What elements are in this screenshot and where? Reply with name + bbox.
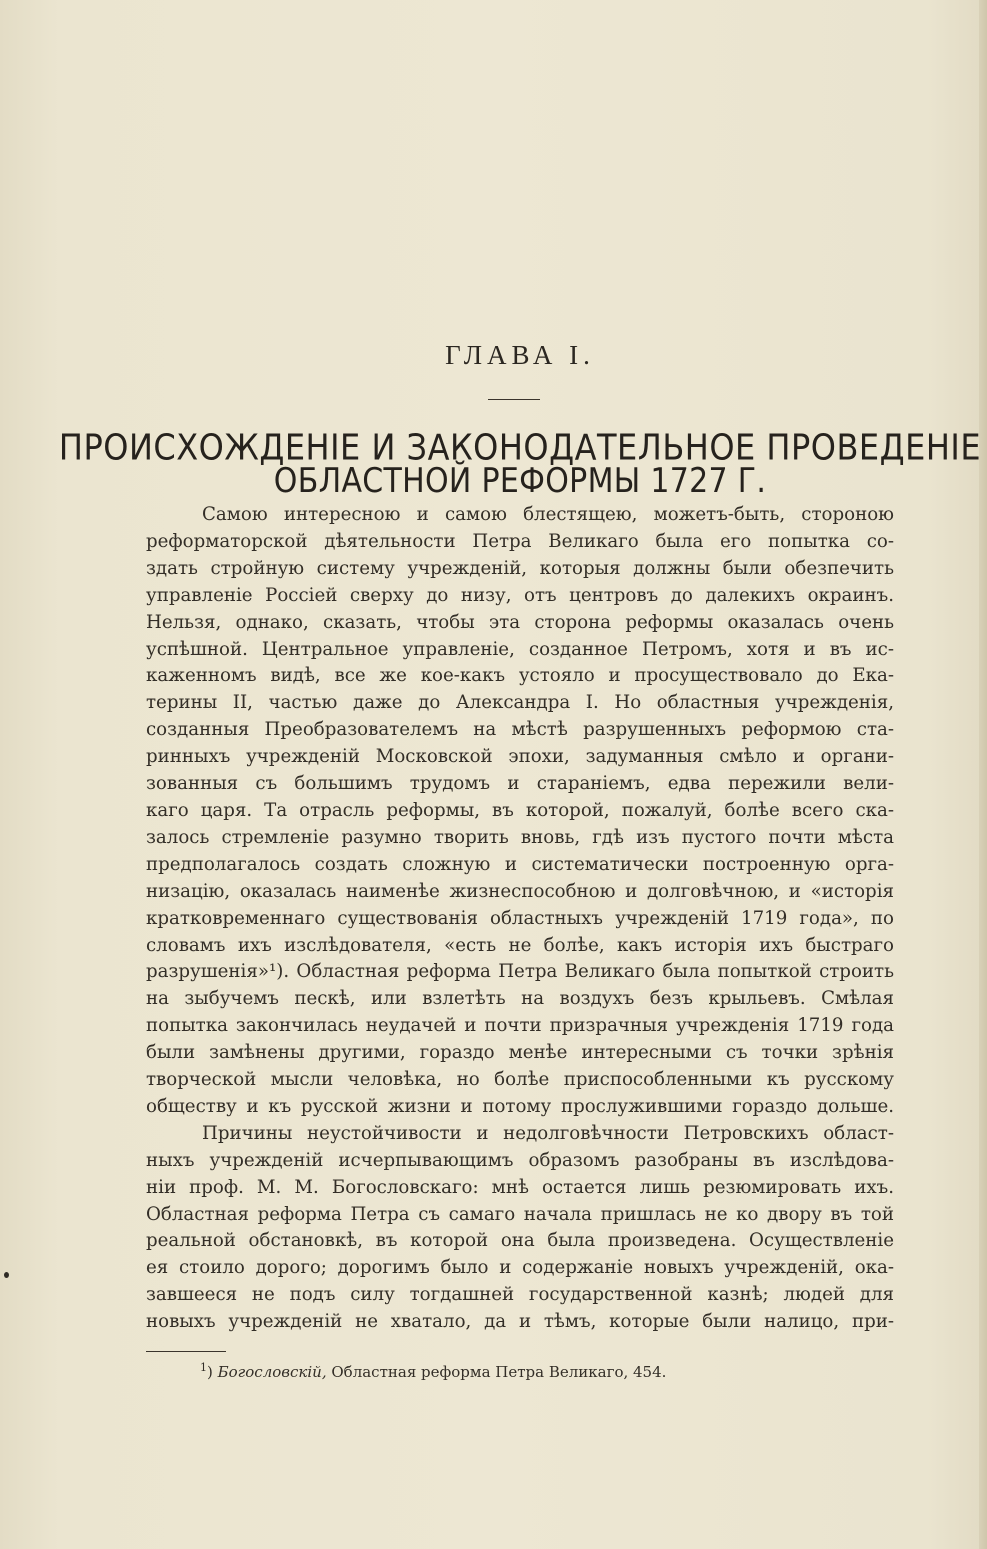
- text-line: предполагалось создать сложную и систематически построенную орга-: [146, 853, 894, 875]
- page-edge-shadow: [979, 0, 987, 1549]
- text-line: управленіе Россіей сверху до низу, отъ центровъ до далекихъ окраинъ.: [146, 584, 894, 606]
- text-line: реальной обстановкѣ, въ которой она была произведена. Осуществленіе: [146, 1230, 894, 1252]
- footnote-text: Областная реформа Петра Великаго, 454.: [331, 1363, 667, 1381]
- text-line: каженномъ видѣ, все же кое-какъ устояло и просуществовало до Ека-: [146, 665, 894, 687]
- paragraph-1: [146, 502, 894, 1121]
- text-line: каго царя. Та отрасль реформы, въ которой, пожалуй, болѣе всего ска-: [146, 799, 894, 821]
- text-line: ея стоило дорого; дорогимъ было и содержаніе новыхъ учрежденій, ока-: [146, 1257, 894, 1279]
- text-line: ніи проф. М. М. Богословскаго: мнѣ остается лишь резюмировать ихъ.: [146, 1176, 894, 1198]
- text-line: успѣшной. Центральное управленіе, созданное Петромъ, хотя и въ ис-: [146, 638, 894, 660]
- text-line: попытка закончилась неудачей и почти призрачныя учрежденія 1719 года: [146, 1015, 894, 1037]
- chapter-label: ГЛАВА I.: [445, 340, 595, 370]
- text-line: залось стремленіе разумно творить вновь, гдѣ изъ пустого почти мѣста: [146, 826, 894, 848]
- footnote-divider: [146, 1351, 226, 1352]
- text-line: зованныя съ большимъ трудомъ и стараніемъ, едва пережили вели-: [146, 773, 894, 795]
- text-line: Областная реформа Петра съ самаго начала пришлась не ко двору въ той: [146, 1203, 894, 1225]
- text-line: ринныхъ учрежденій Московской эпохи, задуманныя смѣло и органи-: [146, 746, 894, 768]
- text-line: Нельзя, однако, сказать, чтобы эта сторона реформы оказалась очень: [146, 611, 894, 633]
- paragraph-2: [146, 1121, 894, 1336]
- footnote-marker: 1: [200, 1361, 207, 1374]
- chapter-heading-line-2: ОБЛАСТНОЙ РЕФОРМЫ 1727 Г.: [273, 462, 767, 502]
- text-line: завшееся не подъ силу тогдашней государственной казнѣ; людей для: [146, 1284, 894, 1306]
- footnote-author: Богословскій,: [217, 1363, 327, 1381]
- text-line: словамъ ихъ изслѣдователя, «есть не болѣе, какъ исторія ихъ быстраго: [146, 934, 894, 956]
- chapter-divider: [488, 399, 540, 400]
- footnote: $^1$) Богословскій, Областная реформа Петра Великаго, 454.: [200, 1361, 667, 1381]
- text-line: ныхъ учрежденій исчерпывающимъ образомъ разобраны въ изслѣдова-: [146, 1149, 894, 1171]
- text-line: реформаторской дѣятельности Петра Великаго была его попытка со-: [146, 530, 894, 552]
- text-line: обществу и къ русской жизни и потому прослужившими гораздо дольше.: [146, 1095, 894, 1117]
- text-line: Причины неустойчивости и недолговѣчности Петровскихъ област-: [202, 1122, 894, 1144]
- text-line: на зыбучемъ пескѣ, или взлетѣть на воздухъ безъ крыльевъ. Смѣлая: [146, 988, 894, 1010]
- text-line: здать стройную систему учрежденій, которыя должны были обезпечить: [146, 557, 894, 579]
- chapter-heading-line-1: ПРОИСХОЖДЕНІЕ И ЗАКОНОДАТЕЛЬНОЕ ПРОВЕДЕНІЕ: [58, 426, 982, 469]
- margin-ink-dot: [4, 1272, 9, 1278]
- text-line: кратковременнаго существованія областныхъ учрежденій 1719 года», по: [146, 907, 894, 929]
- text-line: низацію, оказалась наименѣе жизнеспособною и долговѣчною, и «исторія: [146, 880, 894, 902]
- text-line: разрушенія»¹). Областная реформа Петра Великаго была попыткой строить: [146, 961, 894, 983]
- text-line: новыхъ учрежденій не хватало, да и тѣмъ, которые были налицо, при-: [146, 1311, 894, 1333]
- text-line: Самою интересною и самою блестящею, можетъ-быть, стороною: [202, 504, 894, 525]
- text-line: созданныя Преобразователемъ на мѣстѣ разрушенныхъ реформою ста-: [146, 719, 894, 741]
- body-text: [146, 502, 894, 1336]
- text-line: были замѣнены другими, гораздо менѣе интересными съ точки зрѣнія: [146, 1042, 894, 1064]
- text-line: творческой мысли человѣка, но болѣе приспособленными къ русскому: [146, 1069, 894, 1091]
- text-line: терины II, частью даже до Александра I. Но областныя учрежденія,: [146, 692, 894, 714]
